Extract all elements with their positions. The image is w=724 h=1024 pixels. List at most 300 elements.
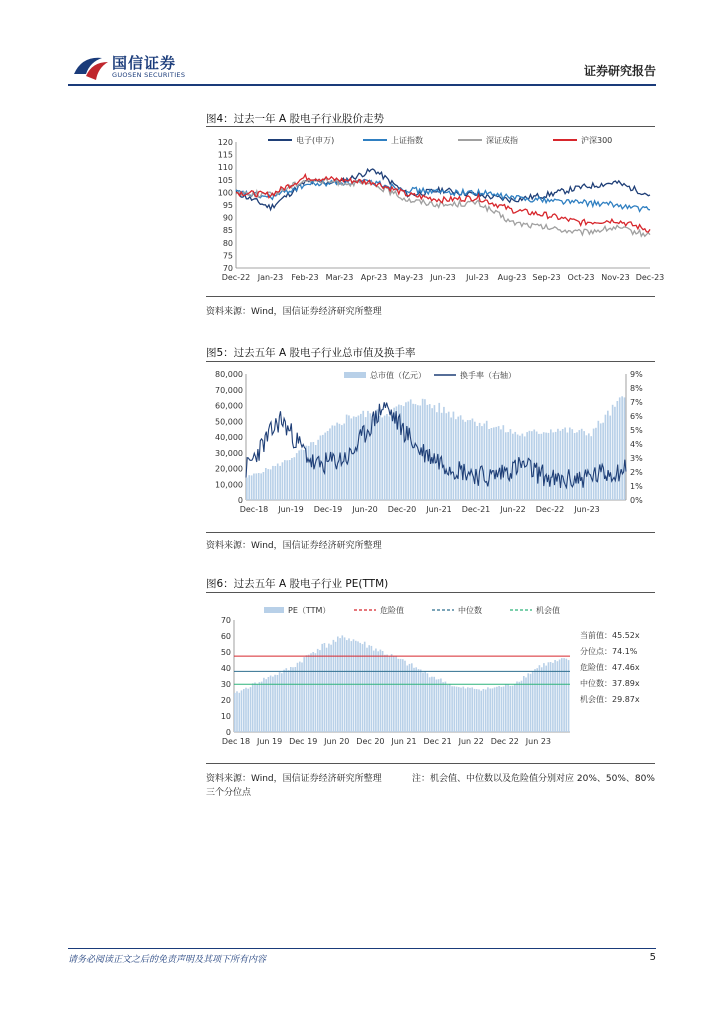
- pe-bar: [478, 689, 480, 732]
- y-tick-label: 70: [222, 264, 233, 273]
- pe-bar: [366, 648, 368, 732]
- market-cap-bar: [370, 413, 372, 500]
- pe-bar: [418, 669, 420, 732]
- market-cap-bar: [313, 442, 315, 500]
- pe-bar: [382, 651, 384, 732]
- market-cap-bar: [498, 426, 500, 500]
- market-cap-bar: [472, 419, 474, 501]
- market-cap-bar: [571, 429, 573, 500]
- pe-bar: [429, 677, 431, 732]
- market-cap-bar: [552, 432, 554, 500]
- y-tick-label: 60: [220, 632, 231, 641]
- pe-bar: [303, 657, 305, 732]
- market-cap-bar: [294, 457, 296, 500]
- market-cap-bar: [270, 469, 272, 500]
- x-tick-label: Jun-21: [426, 505, 452, 514]
- pe-bar: [548, 662, 550, 732]
- y2-tick-label: 9%: [630, 370, 643, 379]
- pe-annotation: 当前值：45.52x: [580, 631, 640, 640]
- x-tick-label: Jun 22: [458, 737, 484, 746]
- figure-6-note-cont: 三个分位点: [206, 788, 252, 798]
- market-cap-bar: [579, 430, 581, 500]
- pe-bar: [308, 655, 310, 732]
- x-tick-label: Jun 21: [391, 737, 417, 746]
- pe-bar: [561, 658, 563, 732]
- pe-bar: [415, 667, 417, 732]
- market-cap-bar: [491, 428, 493, 500]
- pe-bar: [431, 677, 433, 732]
- market-cap-bar: [431, 408, 433, 500]
- pe-bar: [400, 659, 402, 732]
- pe-bar: [445, 682, 447, 732]
- market-cap-bar: [583, 431, 585, 500]
- pe-bar: [476, 689, 478, 732]
- market-cap-bar: [455, 419, 457, 500]
- market-cap-bar: [612, 405, 614, 500]
- pe-bar: [268, 677, 270, 732]
- market-cap-bar: [450, 418, 452, 501]
- pe-bar: [483, 689, 485, 732]
- pe-bar: [395, 656, 397, 732]
- series-line-1: [236, 180, 650, 212]
- market-cap-bar: [595, 428, 597, 500]
- pe-annotation: 危险值：47.46x: [580, 663, 640, 672]
- legend-label-0: 总市值（亿元）: [370, 371, 426, 380]
- x-tick-label: Nov-23: [601, 273, 630, 282]
- y-tick-label: 30,000: [215, 448, 243, 458]
- pe-bar: [521, 681, 523, 732]
- market-cap-bar: [614, 407, 616, 500]
- x-tick-label: Dec 22: [490, 737, 519, 746]
- y-tick-label: 20: [220, 696, 231, 705]
- x-tick-label: Jun-20: [352, 505, 378, 514]
- market-cap-bar: [609, 416, 611, 500]
- market-cap-bar: [263, 472, 265, 500]
- pe-bar: [474, 689, 476, 732]
- market-cap-bar: [258, 473, 260, 500]
- x-tick-label: Sep-23: [532, 273, 561, 282]
- pe-bar: [277, 675, 279, 732]
- legend-label-0: 电子(申万): [296, 136, 335, 145]
- market-cap-bar: [355, 417, 357, 500]
- pe-bar: [398, 659, 400, 732]
- y-tick-label: 70,000: [215, 385, 243, 395]
- pe-bar: [496, 687, 498, 732]
- market-cap-bar: [469, 420, 471, 500]
- market-cap-bar: [460, 415, 462, 500]
- pe-bar: [413, 668, 415, 732]
- pe-bar: [283, 670, 285, 732]
- y2-tick-label: 8%: [630, 384, 643, 393]
- market-cap-bar: [360, 414, 362, 500]
- pe-bar: [252, 683, 254, 732]
- pe-bar: [241, 690, 243, 732]
- page-header: [0, 0, 724, 100]
- pe-bar: [346, 640, 348, 732]
- y-tick-label: 60,000: [215, 401, 243, 411]
- pe-bar: [315, 653, 317, 732]
- pe-bar: [245, 688, 247, 732]
- pe-bar: [516, 682, 518, 733]
- legend-label-1: 换手率（右轴）: [460, 371, 516, 380]
- market-cap-bar: [351, 418, 353, 500]
- pe-bar: [480, 691, 482, 732]
- market-cap-bar: [391, 415, 393, 500]
- market-cap-bar: [590, 436, 592, 500]
- figure-6-rule: [206, 592, 655, 593]
- market-cap-bar: [372, 419, 374, 500]
- pe-bar: [353, 639, 355, 732]
- market-cap-bar: [282, 462, 284, 500]
- market-cap-bar: [301, 449, 303, 500]
- page-number: 5: [649, 952, 656, 963]
- pe-bar: [424, 671, 426, 732]
- figure-4-bottom-rule: [206, 296, 655, 297]
- y2-tick-label: 2%: [630, 468, 643, 477]
- market-cap-bar: [260, 473, 262, 500]
- y2-tick-label: 7%: [630, 398, 643, 407]
- guosen-logo: [72, 50, 202, 86]
- x-tick-label: Jun 23: [525, 737, 552, 746]
- market-cap-bar: [519, 436, 521, 500]
- y-tick-label: 50,000: [215, 417, 243, 427]
- market-cap-bar: [588, 433, 590, 500]
- pe-bar: [310, 653, 312, 732]
- x-tick-label: Mar-23: [325, 273, 354, 282]
- pe-bar: [554, 660, 556, 732]
- logo-text-cn: 国信证券: [112, 54, 177, 72]
- market-cap-bar: [446, 413, 448, 500]
- figure-4-title: 图4：过去一年 A 股电子行业股价走势: [206, 113, 385, 125]
- pe-bar: [259, 682, 261, 732]
- figure-5-title: 图5：过去五年 A 股电子行业总市值及换手率: [206, 347, 416, 359]
- pe-bar: [236, 691, 238, 732]
- pe-bar: [530, 674, 532, 732]
- x-tick-label: Dec-18: [239, 505, 269, 514]
- market-cap-bar: [248, 475, 250, 500]
- pe-bar: [239, 693, 241, 732]
- pe-bar: [514, 684, 516, 732]
- pe-bar: [286, 668, 288, 732]
- market-cap-bar: [593, 429, 595, 500]
- pe-bar: [261, 682, 263, 732]
- pe-bar: [487, 687, 489, 732]
- pe-bar: [301, 663, 303, 733]
- pe-bar: [438, 679, 440, 732]
- market-cap-bar: [488, 429, 490, 500]
- figure-4-chart: [206, 130, 665, 288]
- market-cap-bar: [251, 475, 253, 500]
- pe-bar: [501, 687, 503, 732]
- figure-6-chart: [206, 600, 655, 752]
- pe-bar: [550, 662, 552, 732]
- pe-bar: [411, 663, 413, 732]
- pe-bar: [306, 655, 308, 732]
- y-tick-label: 110: [217, 163, 233, 173]
- market-cap-bar: [384, 416, 386, 500]
- pe-bar: [505, 684, 507, 732]
- legend-label-2: 深证成指: [486, 136, 518, 145]
- market-cap-bar: [462, 420, 464, 500]
- market-cap-bar: [389, 416, 391, 500]
- market-cap-bar: [310, 442, 312, 500]
- y-tick-label: 0: [225, 728, 231, 737]
- y-tick-label: 0: [237, 496, 243, 505]
- market-cap-bar: [405, 402, 407, 500]
- market-cap-bar: [581, 429, 583, 500]
- y-tick-label: 85: [222, 226, 233, 236]
- pe-bar: [362, 644, 364, 732]
- pe-bar: [297, 663, 299, 732]
- footer-divider: [68, 948, 656, 949]
- pe-annotation: 中位数：37.89x: [580, 679, 640, 688]
- pe-bar: [371, 646, 373, 732]
- market-cap-bar: [417, 405, 419, 500]
- x-tick-label: Jun-23: [574, 505, 600, 514]
- market-cap-bar: [291, 458, 293, 500]
- market-cap-bar: [474, 422, 476, 500]
- x-tick-label: Jun 19: [256, 737, 283, 746]
- market-cap-bar: [500, 429, 502, 500]
- market-cap-bar: [272, 466, 274, 500]
- pe-bar: [299, 662, 301, 732]
- x-tick-label: Jun-22: [500, 505, 526, 514]
- market-cap-bar: [529, 431, 531, 500]
- pe-bar: [295, 667, 297, 732]
- pe-bar: [456, 687, 458, 732]
- header-divider: [68, 84, 656, 86]
- market-cap-bar: [476, 426, 478, 500]
- pe-bar: [465, 689, 467, 733]
- x-tick-label: Dec-19: [313, 505, 343, 514]
- market-cap-bar: [505, 432, 507, 500]
- pe-bar: [451, 686, 453, 732]
- pe-bar: [330, 645, 332, 732]
- market-cap-bar: [503, 425, 505, 500]
- market-cap-bar: [253, 474, 255, 501]
- pe-bar: [243, 689, 245, 732]
- market-cap-bar: [327, 431, 329, 500]
- pe-bar: [234, 693, 236, 732]
- pe-bar: [485, 690, 487, 733]
- x-tick-label: Jul-23: [466, 273, 489, 282]
- market-cap-bar: [275, 466, 277, 500]
- market-cap-bar: [296, 453, 298, 500]
- x-tick-label: Aug-23: [497, 273, 527, 282]
- legend-label-ref-1: 中位数: [458, 606, 482, 615]
- pe-bar: [463, 687, 465, 732]
- pe-bar: [393, 657, 395, 733]
- pe-bar: [256, 684, 258, 732]
- market-cap-bar: [562, 429, 564, 500]
- market-cap-bar: [545, 433, 547, 500]
- pe-bar: [328, 644, 330, 732]
- market-cap-bar: [362, 411, 364, 500]
- market-cap-bar: [586, 435, 588, 500]
- market-cap-bar: [412, 404, 414, 500]
- pe-bar: [510, 686, 512, 732]
- market-cap-bar: [555, 432, 557, 500]
- y-tick-label: 105: [217, 175, 233, 185]
- pe-bar: [375, 649, 377, 733]
- market-cap-bar: [320, 436, 322, 501]
- market-cap-bar: [550, 429, 552, 500]
- x-tick-label: Dec-22: [221, 273, 251, 282]
- x-tick-label: May-23: [393, 273, 424, 282]
- market-cap-bar: [607, 411, 609, 500]
- pe-bar: [545, 666, 547, 732]
- pe-bar: [247, 689, 249, 732]
- market-cap-bar: [557, 429, 559, 500]
- market-cap-bar: [617, 401, 619, 500]
- y-tick-label: 50: [220, 648, 231, 657]
- pe-bar: [265, 679, 267, 732]
- market-cap-bar: [624, 397, 626, 500]
- pe-bar: [507, 684, 509, 732]
- y-tick-label: 30: [220, 680, 231, 689]
- pe-bar: [290, 667, 292, 732]
- market-cap-bar: [303, 450, 305, 500]
- logo-text-en: GUOSEN SECURITIES: [112, 71, 186, 79]
- market-cap-bar: [358, 416, 360, 501]
- x-tick-label: Dec-21: [461, 505, 491, 514]
- market-cap-bar: [448, 412, 450, 500]
- x-tick-label: Feb-23: [291, 273, 319, 282]
- market-cap-bar: [619, 397, 621, 500]
- pe-bar: [384, 655, 386, 732]
- pe-bar: [254, 683, 256, 733]
- x-tick-label: Jun 20: [324, 737, 350, 746]
- pe-bar: [503, 687, 505, 733]
- market-cap-bar: [279, 466, 281, 500]
- pe-bar: [351, 641, 353, 732]
- market-cap-bar: [510, 429, 512, 500]
- market-cap-bar: [365, 417, 367, 500]
- market-cap-bar: [621, 396, 623, 500]
- legend-label-ref-2: 机会值: [536, 606, 560, 615]
- market-cap-bar: [353, 416, 355, 500]
- pe-bar: [420, 670, 422, 733]
- market-cap-bar: [408, 402, 410, 501]
- figure-4-source: 资料来源：Wind，国信证券经济研究所整理: [206, 307, 382, 317]
- pe-bar: [525, 678, 527, 733]
- market-cap-bar: [467, 420, 469, 500]
- market-cap-bar: [308, 446, 310, 500]
- pe-bar: [536, 668, 538, 732]
- market-cap-bar: [457, 417, 459, 500]
- pe-bar: [288, 670, 290, 732]
- report-type: 证券研究报告: [583, 64, 656, 78]
- market-cap-bar: [486, 421, 488, 500]
- pe-bar: [274, 675, 276, 732]
- market-cap-bar: [548, 433, 550, 500]
- y-tick-label: 10,000: [215, 480, 243, 490]
- x-tick-label: Oct-23: [567, 273, 595, 282]
- pe-bar: [377, 651, 379, 732]
- legend-label-1: 上证指数: [391, 136, 423, 145]
- figure-6-bottom-rule: [206, 763, 655, 764]
- pe-bar: [422, 673, 424, 733]
- pe-bar: [458, 687, 460, 732]
- market-cap-bar: [374, 414, 376, 501]
- pe-bar: [494, 687, 496, 732]
- x-tick-label: Dec-20: [387, 505, 417, 514]
- pe-bar: [433, 677, 435, 732]
- market-cap-bar: [524, 436, 526, 500]
- market-cap-bar: [481, 426, 483, 500]
- market-cap-bar: [317, 440, 319, 500]
- figure-5-source: 资料来源：Wind，国信证券经济研究所整理: [206, 541, 382, 551]
- pe-bar: [357, 641, 359, 732]
- market-cap-bar: [381, 417, 383, 500]
- y2-tick-label: 0%: [630, 496, 643, 505]
- market-cap-bar: [336, 423, 338, 500]
- figure-5-bottom-rule: [206, 532, 655, 533]
- market-cap-bar: [246, 478, 248, 500]
- figure-5-rule: [206, 361, 655, 362]
- y2-tick-label: 1%: [630, 482, 643, 491]
- x-tick-label: Jun-23: [430, 273, 456, 282]
- pe-bar: [250, 687, 252, 732]
- market-cap-bar: [453, 412, 455, 500]
- market-cap-bar: [367, 411, 369, 500]
- pe-bar: [541, 667, 543, 732]
- y2-tick-label: 3%: [630, 454, 643, 463]
- figure-6-title: 图6：过去五年 A 股电子行业 PE(TTM): [206, 578, 389, 590]
- market-cap-bar: [277, 464, 279, 501]
- market-cap-bar: [265, 468, 267, 500]
- x-tick-label: Apr-23: [360, 273, 388, 282]
- pe-bar: [512, 686, 514, 732]
- legend-label-ref-0: 危险值: [380, 606, 404, 615]
- pe-bar: [407, 666, 409, 733]
- figure-6-note: 注：机会值、中位数以及危险值分别对应 20%、50%、80%: [412, 774, 655, 784]
- market-cap-bar: [567, 433, 569, 501]
- pe-bar: [389, 656, 391, 732]
- market-cap-bar: [267, 469, 269, 500]
- pe-bar: [534, 669, 536, 732]
- pe-bar: [543, 663, 545, 732]
- y-tick-label: 20,000: [215, 464, 243, 474]
- pe-bar: [467, 687, 469, 732]
- market-cap-bar: [598, 421, 600, 500]
- pe-bar: [471, 687, 473, 732]
- legend-swatch-pe: [264, 607, 284, 613]
- y-tick-label: 80,000: [215, 370, 243, 379]
- x-tick-label: Dec-22: [535, 505, 565, 514]
- figure-4-rule: [206, 126, 655, 127]
- market-cap-bar: [465, 422, 467, 500]
- pe-bar: [460, 688, 462, 732]
- pe-bar: [409, 664, 411, 732]
- pe-bar: [566, 659, 568, 732]
- pe-bar: [279, 672, 281, 732]
- pe-bar: [391, 654, 393, 732]
- pe-bar: [312, 652, 314, 732]
- pe-bar: [440, 679, 442, 733]
- pe-bar: [263, 678, 265, 732]
- y-tick-label: 80: [222, 238, 233, 248]
- legend-swatch-0: [344, 372, 366, 378]
- market-cap-bar: [410, 399, 412, 500]
- y-tick-label: 10: [220, 712, 231, 721]
- pe-bar: [563, 658, 565, 732]
- pe-bar: [454, 686, 456, 732]
- pe-bar: [527, 673, 529, 732]
- x-tick-label: Dec 19: [289, 737, 318, 746]
- y2-tick-label: 6%: [630, 412, 643, 421]
- pe-annotation: 分位点：74.1%: [580, 647, 638, 656]
